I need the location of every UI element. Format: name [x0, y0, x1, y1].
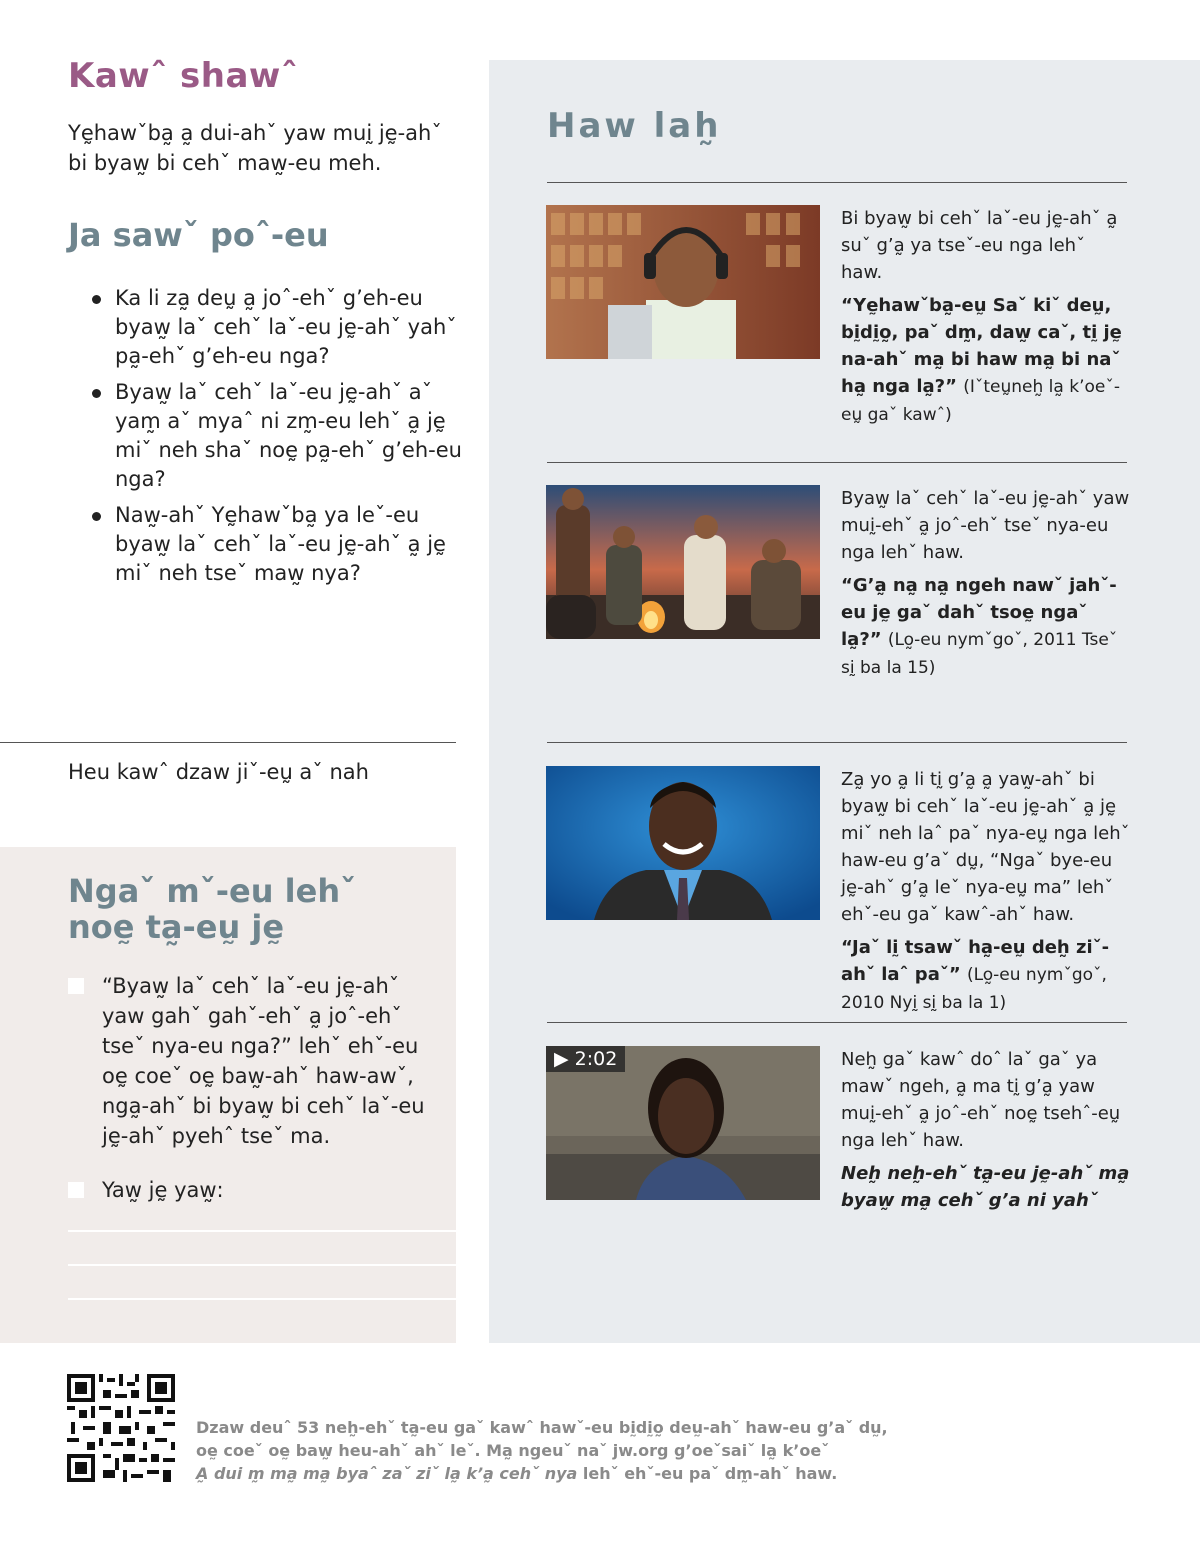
footer-line-end: lehˇ ehˇ-eu paˇ dm̰-ahˇ haw.: [582, 1464, 838, 1483]
review-question: Naw̰-ahˇ Yḛhawˇba̰ ya leˇ-eu byaw̰ laˇ cehˇ laˇ-eu jḛ-ahˇ a̰ jḛ miˇ neh tseˇ maw̰ nya?: [92, 501, 462, 588]
review-list: [92, 284, 462, 595]
row-quote: [841, 292, 1131, 429]
footer-line: oḛ coeˇ oḛ baw̰ heu-ahˇ ahˇ leˇ. Ma̰ ngeuˇ naˇ jw.org g’oeˇsaiˇ la̰ k’oeˇ: [196, 1441, 830, 1460]
divider: [0, 742, 456, 743]
thumbnail-campfire[interactable]: [546, 485, 820, 639]
quote-text: “Jaˇ lḭ tsawˇ ha̰-eṵ deh̰ ziˇ-ahˇ laˆ paˇ”: [841, 937, 1110, 985]
footer-line: Dzaw deuˆ 53 neh̰-ehˇ ta̰-eu gaˇ kawˆ hawˇ-eu bḭdḭo̰ deṵ-ahˇ haw-eu g’aˇ dṵ,: [196, 1418, 888, 1437]
divider: [547, 742, 1127, 743]
row-text: [841, 1046, 1131, 1214]
thumbnail-headphones[interactable]: [546, 205, 820, 359]
learn-title: Haw lah̰: [547, 106, 722, 146]
row-text: [841, 766, 1131, 1017]
goal-checkbox[interactable]: [68, 978, 84, 994]
goals-title: Ngaˇ mˇ-eu lehˇ noḛ ta̰-eṵ jḛ: [68, 872, 357, 946]
footer-text: [196, 1416, 896, 1485]
footer-italic: A̰ dui m̰ ma̰ ma̰ byaˆ zaˇ ziˇ la̰ k’a̰ cehˇ nya: [196, 1464, 578, 1483]
footer-line: [196, 1462, 896, 1485]
divider: [547, 182, 1127, 183]
learn-panel: [489, 60, 1200, 1343]
video-duration: ▶ 2:02: [546, 1046, 625, 1072]
divider: [547, 462, 1127, 463]
video-title: Neh̰ neh̰-ehˇ ta̰-eu jḛ-ahˇ ma̰ byaw̰ ma̰ cehˇ g’a ni yahˇ: [841, 1163, 1130, 1211]
goal-text: “Byaw̰ laˇ cehˇ laˇ-eu jḛ-ahˇ yaw gahˇ gahˇ-ehˇ a̰ joˆ-ehˇ tseˇ nya-eu nga?” lehˇ ehˇ-eu oḛ coeˇ oḛ baw̰-ahˇ haw-awˇ, nga̰-ahˇ bi byaw̰ bi cehˇ laˇ-eu jḛ-ahˇ pyehˆ tseˇ ma.: [102, 974, 425, 1148]
row-reference: (Iˇteṵneh̰ la̰ k’oeˇ-eṵ gaˇ kawˆ): [841, 377, 1120, 425]
row-description: Byaw̰ laˇ cehˇ laˇ-eu jḛ-ahˇ yaw muḭ-ehˇ a̰ joˆ-ehˇ tseˇ nya-eu nga lehˇ haw.: [841, 488, 1130, 563]
goals-box: [0, 847, 456, 1343]
goal-text: Yaw̰ jḛ yaw̰:: [102, 1178, 224, 1202]
quote-text: “Yḛhawˇba̰-eṵ Saˇ kiˇ deṵ, bḭdḭo̰, paˇ dm̰, daw̰ caˇ, tḭ jḛ na-ahˇ ma̰ bi haw ma̰ bi naˇ ha̰ nga la̰?”: [841, 295, 1122, 397]
review-question: Ka li za̰ deṵ a̰ joˆ-ehˇ g’eh-eu byaw̰ laˇ cehˇ laˇ-eu jḛ-ahˇ yahˇ pa̰-ehˇ g’eh-eu nga?: [92, 284, 462, 371]
thumbnail-smiling-man[interactable]: [546, 766, 820, 920]
row-reference: (Lo̰-eu nymˇgoˇ, 2011 Tseˇ sḭ ba la 15): [841, 630, 1118, 678]
divider: [547, 1022, 1127, 1023]
goal-item: [68, 971, 438, 1151]
quote-text: “G’a̰ na̰ na̰ ngeh nawˇ jahˇ-eu jḛ gaˇ dahˇ tsoḛ ngaˇ la̰?”: [841, 575, 1117, 650]
next-lesson-text: Heu kawˆ dzaw jiˇ-eṵ aˇ nah: [68, 760, 369, 784]
row-quote: [841, 934, 1131, 1017]
review-question: Byaw̰ laˇ cehˇ laˇ-eu jḛ-ahˇ aˇ yam̰ aˇ myaˆ ni zm̰-eu lehˇ a̰ jḛ miˇ neh shaˇ noḛ pa̰-ehˇ g’eh-eu nga?: [92, 378, 462, 494]
summary-text: Yḛhawˇba̰ a̰ dui-ahˇ yaw muḭ jḛ-ahˇ bi byaw̰ bi cehˇ maw̰-eu meh.: [68, 121, 442, 175]
row-description: Bi byaw̰ bi cehˇ laˇ-eu jḛ-ahˇ a̰ suˇ g’a̰ ya tseˇ-eu nga lehˇ haw.: [841, 208, 1118, 283]
goal-item: [68, 1175, 438, 1205]
row-quote: [841, 572, 1131, 682]
write-line[interactable]: [68, 1298, 456, 1300]
row-reference: (Lo̰-eu nymˇgoˇ, 2010 Nyḭ sḭ ba la 1): [841, 965, 1107, 1013]
video-thumbnail-woman[interactable]: [546, 1046, 820, 1200]
write-line[interactable]: [68, 1230, 456, 1232]
qr-code[interactable]: [67, 1374, 175, 1482]
row-text: [841, 485, 1131, 682]
row-text: [841, 205, 1131, 429]
row-description: Za̰ yo a̰ li tḭ g’a̰ a̰ yaw̰-ahˇ bi byaw̰ bi cehˇ laˇ-eu jḛ-ahˇ a̰ jḛ miˇ neh laˆ paˇ nya-eṵ nga lehˇ haw-eu g’aˇ dṵ, “Ngaˇ bye-eu jḛ-ahˇ g’a̰ leˇ nya-eṵ ma” lehˇ ehˇ-eu gaˇ kawˆ-ahˇ haw.: [841, 769, 1130, 925]
write-line[interactable]: [68, 1264, 456, 1266]
row-description: Neh̰ gaˇ kawˆ doˆ laˇ gaˇ ya mawˇ ngeh, a̰ ma tḭ g’a̰ yaw muḭ-ehˇ a̰ joˆ-ehˇ noḛ tsehˆ-eṵ nga lehˇ haw.: [841, 1049, 1121, 1151]
goal-checkbox[interactable]: [68, 1182, 84, 1198]
summary-title: Kawˆ shawˆ: [68, 56, 299, 96]
review-title: Ja sawˇ poˆ-eu: [68, 216, 329, 254]
